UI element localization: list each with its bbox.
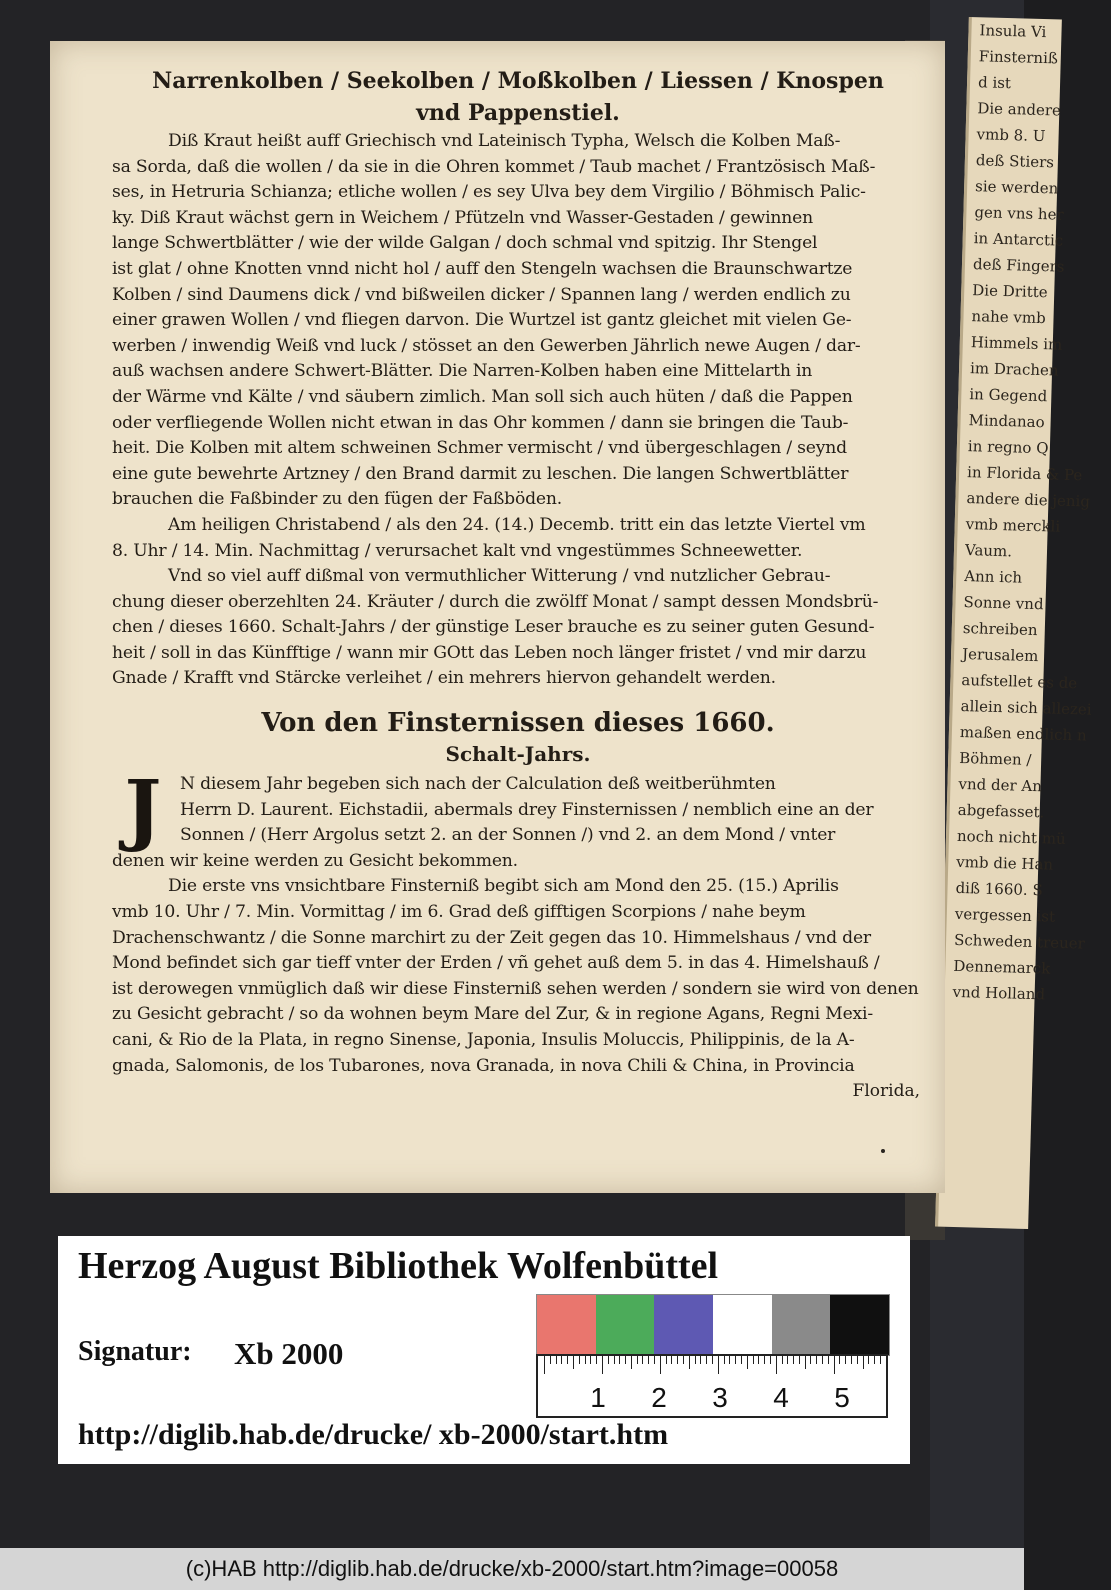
ruler-tick [619,1356,620,1364]
facing-text-fragment: nahe vmb [971,307,1046,328]
text-line: cani, & Rio de la Plata, in regno Sinense, Japonia, Insulis Moluccis, Philippinis, de la A- [112,1030,855,1050]
text-line: der Wärme vnd Kälte / vnd säubern zimlich. Man soll sich auch hüten / daß die Pappen [112,386,853,407]
facing-text-fragment: maßen endlich n [959,722,1087,745]
ruler-number: 4 [773,1382,789,1413]
ruler-tick [648,1356,649,1364]
ruler-tick [671,1356,672,1364]
drop-cap-initial: J [124,764,162,856]
facing-text-fragment: Jerusalem [961,644,1039,666]
text-line: chung dieser oberzehlten 24. Kräuter / durch die zwölff Monat / sampt dessen Mondsbrü- [112,591,879,612]
ruler-tick [660,1356,661,1374]
facing-text-fragment: vnd der An [958,774,1043,796]
ruler-number: 5 [834,1382,850,1413]
text-line: vmb 10. Uhr / 7. Min. Vormittag / im 6. Grad deß gifftigen Scorpions / nahe beym [112,902,806,923]
ruler-tick [718,1356,719,1374]
text-line: Kolben / sind Daumens dick / vnd bißweilen dicker / Spannen lang / werden endlich zu [112,284,851,305]
facing-text-fragment: vmb die Han [956,852,1054,874]
ruler-tick [799,1356,800,1364]
facing-text-fragment: in Antarctic [973,229,1064,250]
text-line: Gnade / Krafft vnd Stärcke verleihet / ein mehrers hiervon gehandelt werden. [112,668,776,689]
text-line: ist derowegen vnmüglich daß wir diese Finsterniß sehen werden / sondern sie wird von denen [112,978,919,999]
ruler-tick [695,1356,696,1364]
facing-text-fragment: Mindanao [968,411,1045,432]
ruler-tick [874,1356,875,1364]
facing-text-fragment: schreiben [962,619,1038,640]
facing-text-fragment: Ann ich [964,567,1023,587]
paragraph-typha [112,129,924,513]
facing-text-fragment: Die Dritte [972,281,1048,302]
text-line: brauchen die Faßbinder zu den fügen der Faßböden. [112,489,563,510]
facing-text-fragment: deß Stiers [975,151,1055,172]
text-line: werben / inwendig Weiß vnd luck / stösset an den Gewerben Jährlich newe Augen / dar- [112,335,861,356]
paragraph-christmas-eve [112,513,924,564]
facing-text-fragment: Vaum. [964,541,1013,561]
facing-text-fragment: Schweden treuer [953,930,1086,953]
library-url: http://diglib.hab.de/drucke/ xb-2000/start.htm [78,1418,669,1451]
ruler-tick [567,1356,568,1364]
text-line: Vnd so viel auff dißmal von vermuthlicher Witterung / vnd nutzlicher Gebrau- [168,566,831,587]
ruler-tick [724,1356,725,1364]
color-swatch [537,1295,596,1355]
facing-text-fragment: sie werden [974,177,1059,198]
facing-text-fragment: in regno Q [967,437,1049,458]
ruler-tick [654,1356,655,1364]
facing-text-fragment: deß Fingers [972,255,1065,276]
ruler-tick [758,1356,759,1364]
ink-dot [881,1149,885,1153]
color-chart [536,1294,890,1356]
paragraph-eclipses-intro [112,764,924,856]
section-title: Von den Finsternissen dieses 1660. [261,708,775,739]
ruler-tick [689,1356,690,1369]
ruler-tick [631,1356,632,1369]
ruler-tick [863,1356,864,1369]
ruler-number: 3 [712,1382,728,1413]
herb-title [112,65,924,129]
ruler-number: 2 [651,1382,667,1413]
ruler-tick [839,1356,840,1364]
color-swatch [713,1295,772,1355]
ruler-tick [805,1356,806,1369]
facing-text-fragment: abgefasset. [957,800,1045,822]
library-card [58,1236,910,1464]
ruler-tick [810,1356,811,1364]
ruler-tick [677,1356,678,1364]
facing-text-fragment: Die andere [977,99,1062,120]
ruler-tick [868,1356,869,1364]
ruler-tick [556,1356,557,1364]
color-swatch [830,1295,889,1355]
ruler-tick [579,1356,580,1364]
facing-text-fragment: Insula Vi [979,21,1047,42]
facing-text-fragment: Dennemarck [953,956,1051,978]
ruler-tick [764,1356,765,1364]
facing-text-fragment: vergessen ist [954,904,1056,926]
facing-text-fragment: in Gegend [969,385,1048,406]
ruler-tick [782,1356,783,1364]
facing-text-fragment: vmb merckli [965,515,1061,536]
facing-text-fragment: vnd Holland [952,982,1046,1004]
color-swatch [596,1295,655,1355]
ruler-tick [573,1356,574,1369]
text-line: chen / dieses 1660. Schalt-Jahrs / der günstige Leser brauche es zu seiner guten Gesund- [112,617,875,638]
paragraph-first-eclipse [112,874,924,1079]
ruler-tick [596,1356,597,1364]
ruler-tick [793,1356,794,1364]
text-line: einer grawen Wollen / vnd fliegen darvon. Die Wurtzel ist gantz gleichet mit vielen Ge- [112,310,852,331]
ruler-tick [753,1356,754,1364]
ruler-tick [787,1356,788,1364]
library-name: Herzog August Bibliothek Wolfenbüttel [78,1245,719,1287]
book-page [50,41,945,1193]
ruler-tick [683,1356,684,1364]
text-line: heit / soll in das Künfftige / wann mir GOtt das Leben noch länger fristet / vnd mir darzu [112,642,867,663]
facing-text-fragment: Böhmen / [958,748,1032,769]
facing-text-fragment: gen vns her [974,203,1064,224]
facing-text-fragment: d ist [977,73,1012,93]
color-swatch [772,1295,831,1355]
text-line: ses, in Hetruria Schianza; etliche wollen / es sey Ulva bey dem Virgilio / Böhmisch Palic- [112,182,866,203]
signature-value: Xb 2000 [234,1336,344,1371]
ruler-tick [845,1356,846,1364]
ruler-tick [561,1356,562,1364]
text-line: Mond befindet sich gar tieff vnter der Erden / vñ gehet auß dem 5. in das 4. Himelshauß / [112,953,880,974]
herb-title-line: Narrenkolben / Seekolben / Moßkolben / Liessen / Knospen [152,68,884,94]
copyright-footer: (c)HAB http://diglib.hab.de/drucke/xb-2000/start.htm?image=00058 [0,1548,1024,1590]
ruler-tick [822,1356,823,1364]
ruler-tick [747,1356,748,1369]
facing-text-fragment: im Drachen [969,359,1059,380]
ruler-tick [729,1356,730,1364]
ruler-tick [770,1356,771,1364]
section-subtitle: Schalt-Jahrs. [445,742,591,767]
ruler-tick [602,1356,603,1374]
text-line: 8. Uhr / 14. Min. Nachmittag / verursachet kalt vnd vngestümmes Schneewetter. [112,540,803,561]
ruler-tick [585,1356,586,1364]
herb-title-line: vnd Pappenstiel. [416,100,620,126]
ruler-tick [828,1356,829,1364]
text-line: Drachenschwantz / die Sonne marchirt zu der Zeit gegen das 10. Himmelshaus / vnd der [112,927,871,948]
text-line: Diß Kraut heißt auff Griechisch vnd Lateinisch Typha, Welsch die Kolben Maß- [168,131,841,151]
ruler-tick [834,1356,835,1374]
ruler-tick [608,1356,609,1364]
text-line: Die erste vns vnsichtbare Finsterniß begibt sich am Mond den 25. (15.) Aprilis [168,876,839,897]
facing-text-fragment: andere die jenig [966,489,1091,511]
scale-ruler [536,1354,888,1418]
text-line: zu Gesicht gebracht / so da wohnen beym Mare del Zur, & in regione Agans, Regni Mexi- [112,1004,873,1025]
facing-text-fragment: diß 1660. S [955,878,1043,900]
ruler-tick [544,1356,545,1374]
text-line: gnada, Salomonis, de los Tubarones, nova Granada, in nova Chili & China, in Provincia [112,1055,855,1076]
ruler-tick [712,1356,713,1364]
color-swatch [654,1295,713,1355]
facing-text-fragment: Finsterniß [978,47,1059,68]
text-line: N diesem Jahr begeben sich nach der Calculation deß weitberühmten [180,774,776,795]
ruler-tick [637,1356,638,1364]
text-line: heit. Die Kolben mit altem schweinen Schmer vermischt / vnd übergeschlagen / seynd [112,438,847,459]
ruler-tick [880,1356,881,1364]
text-line: Am heiligen Christabend / als den 24. (14.) Decemb. tritt ein das letzte Viertel vm [168,514,866,535]
ruler-tick [735,1356,736,1364]
text-line: Sonnen / (Herr Argolus setzt 2. an der Sonnen /) vnd 2. an dem Mond / vnter [180,825,836,846]
ruler-tick [851,1356,852,1364]
ruler-tick [666,1356,667,1364]
ruler-tick [550,1356,551,1364]
paragraph-closing [112,564,924,692]
text-line: lange Schwertblätter / wie der wilde Galgan / doch schmal vnd spitzig. Ihr Stengel [112,233,818,254]
ruler-tick [706,1356,707,1364]
paragraph-eclipses-intro-end [112,849,924,875]
catchword: Florida, [852,1081,920,1102]
text-line: auß wachsen andere Schwert-Blätter. Die Narren-Kolben haben eine Mittelarth in [112,361,813,382]
ruler-tick [642,1356,643,1364]
ruler-tick [590,1356,591,1364]
ruler-tick [700,1356,701,1364]
facing-text-fragment: vmb 8. U [976,125,1046,146]
ruler-number: 1 [590,1382,606,1413]
facing-text-fragment: in Florida & Pe [966,463,1083,485]
facing-text-fragment: noch nicht mü [956,826,1066,848]
text-line: sa Sorda, daß die wollen / da sie in die Ohren kommet / Taub machet / Frantzösisch Maß- [112,156,876,177]
facing-text-fragment: allein sich allezei [960,696,1092,719]
facing-text-fragment: Himmels im [970,333,1063,354]
signature-label: Signatur: [78,1336,192,1367]
text-line: oder verfliegende Wollen nicht etwan in das Ohr kommen / dann sie bringen die Taub- [112,412,849,433]
text-line: ky. Diß Kraut wächst gern in Weichem / Pfützeln vnd Wasser-Gestaden / gewinnen [112,207,814,228]
text-line: eine gute bewehrte Artzney / den Brand darmit zu leschen. Die langen Schwertblätter [112,463,849,484]
ruler-tick [776,1356,777,1374]
ruler-tick [816,1356,817,1364]
text-line: ist glat / ohne Knotten vnnd nicht hol / auff den Stengeln wachsen die Braunschwartze [112,258,853,279]
page-text [112,65,924,1103]
text-line: denen wir keine werden zu Gesicht bekommen. [112,850,518,871]
ruler-tick [741,1356,742,1364]
text-line: Herrn D. Laurent. Eichstadii, abermals drey Finsternissen / nemblich eine an der [180,799,874,820]
ruler-tick [614,1356,615,1364]
facing-text-fragment: aufstellet es de [961,670,1078,693]
facing-text-fragment: Sonne vnd [963,593,1044,614]
ruler-tick [857,1356,858,1364]
ruler-tick [625,1356,626,1364]
